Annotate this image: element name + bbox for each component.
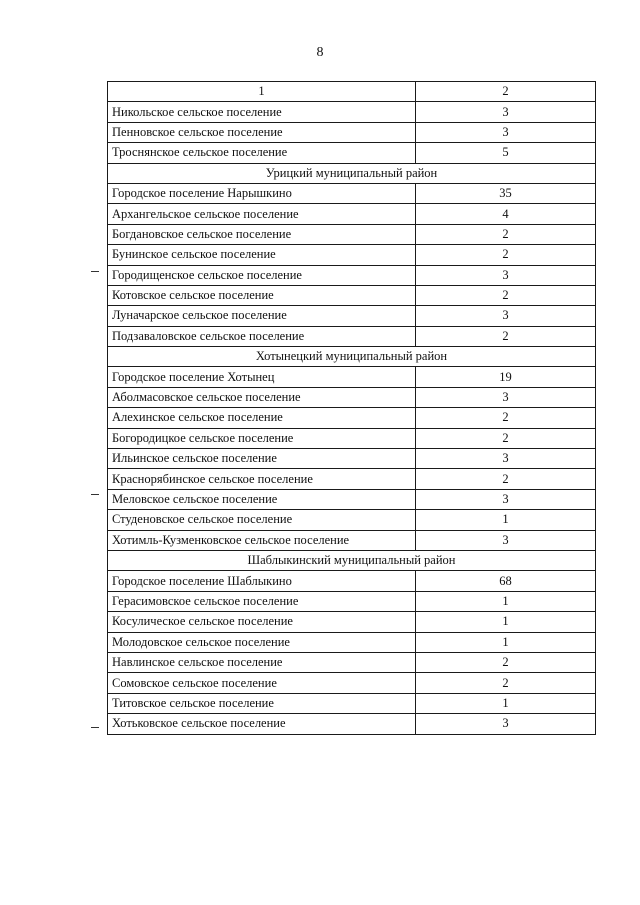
table-row <box>108 714 596 734</box>
table-row <box>108 102 596 122</box>
settlement-count: 1 <box>416 693 596 713</box>
settlement-name: Герасимовское сельское поселение <box>108 591 416 611</box>
table-row <box>108 612 596 632</box>
table-row <box>108 326 596 346</box>
settlement-name: Котовское сельское поселение <box>108 285 416 305</box>
settlement-name: Архангельское сельское поселение <box>108 204 416 224</box>
settlement-name: Городское поселение Нарышкино <box>108 183 416 203</box>
settlement-name: Подзаваловское сельское поселение <box>108 326 416 346</box>
settlement-count: 3 <box>416 265 596 285</box>
settlement-count: 2 <box>416 673 596 693</box>
settlement-count: 2 <box>416 326 596 346</box>
settlement-count: 3 <box>416 714 596 734</box>
table-body <box>108 82 596 735</box>
table-row <box>108 285 596 305</box>
settlement-name: Никольское сельское поселение <box>108 102 416 122</box>
table-row <box>108 591 596 611</box>
page-number: 8 <box>316 45 324 60</box>
district-header-row <box>108 163 596 183</box>
settlement-count: 2 <box>416 285 596 305</box>
settlement-count: 5 <box>416 143 596 163</box>
table-row <box>108 408 596 428</box>
settlement-count: 3 <box>416 102 596 122</box>
table-row <box>108 571 596 591</box>
table-header-row <box>108 82 596 102</box>
settlement-name: Луначарское сельское поселение <box>108 306 416 326</box>
settlement-count: 3 <box>416 530 596 550</box>
settlement-count: 4 <box>416 204 596 224</box>
settlement-count: 19 <box>416 367 596 387</box>
settlement-name: Меловское сельское поселение <box>108 489 416 509</box>
settlement-name: Троснянское сельское поселение <box>108 143 416 163</box>
district-name: Урицкий муниципальный район <box>108 163 596 183</box>
district-name: Хотынецкий муниципальный район <box>108 347 596 367</box>
table-row <box>108 632 596 652</box>
settlement-name: Молодовское сельское поселение <box>108 632 416 652</box>
table-row <box>108 367 596 387</box>
settlement-count: 1 <box>416 632 596 652</box>
table-row <box>108 693 596 713</box>
settlement-count: 3 <box>416 122 596 142</box>
settlement-name: Алехинское сельское поселение <box>108 408 416 428</box>
settlement-name: Хотимль-Кузменковское сельское поселение <box>108 530 416 550</box>
table-row <box>108 428 596 448</box>
settlement-count: 1 <box>416 510 596 530</box>
settlement-count: 68 <box>416 571 596 591</box>
table-row <box>108 387 596 407</box>
settlements-table <box>107 81 596 735</box>
settlement-name: Сомовское сельское поселение <box>108 673 416 693</box>
settlement-name: Титовское сельское поселение <box>108 693 416 713</box>
table-row <box>108 510 596 530</box>
settlement-name: Студеновское сельское поселение <box>108 510 416 530</box>
settlement-name: Городское поселение Шаблыкино <box>108 571 416 591</box>
table-row <box>108 204 596 224</box>
settlement-count: 3 <box>416 449 596 469</box>
settlement-name: Навлинское сельское поселение <box>108 652 416 672</box>
settlement-count: 2 <box>416 469 596 489</box>
settlement-count: 1 <box>416 591 596 611</box>
table-row <box>108 530 596 550</box>
settlement-name: Городищенское сельское поселение <box>108 265 416 285</box>
district-name: Шаблыкинский муниципальный район <box>108 550 596 570</box>
table-row <box>108 469 596 489</box>
table-row <box>108 122 596 142</box>
table-row <box>108 183 596 203</box>
settlement-name: Аболмасовское сельское поселение <box>108 387 416 407</box>
settlement-count: 35 <box>416 183 596 203</box>
settlement-count: 2 <box>416 224 596 244</box>
settlement-name: Косулическое сельское поселение <box>108 612 416 632</box>
settlement-count: 2 <box>416 408 596 428</box>
margin-tick-mark <box>91 494 99 495</box>
settlement-count: 3 <box>416 306 596 326</box>
column-number-2: 2 <box>416 82 596 102</box>
settlement-name: Краснорябинское сельское поселение <box>108 469 416 489</box>
table-row <box>108 245 596 265</box>
settlement-count: 3 <box>416 489 596 509</box>
table-row <box>108 673 596 693</box>
table-row <box>108 224 596 244</box>
settlement-count: 2 <box>416 245 596 265</box>
column-number-1: 1 <box>108 82 416 102</box>
settlement-name: Ильинское сельское поселение <box>108 449 416 469</box>
settlement-name: Хотьковское сельское поселение <box>108 714 416 734</box>
settlement-name: Пенновское сельское поселение <box>108 122 416 142</box>
settlement-name: Городское поселение Хотынец <box>108 367 416 387</box>
settlement-count: 2 <box>416 652 596 672</box>
district-header-row <box>108 347 596 367</box>
table-row <box>108 306 596 326</box>
settlement-name: Богдановское сельское поселение <box>108 224 416 244</box>
margin-tick-mark <box>91 727 99 728</box>
table-row <box>108 449 596 469</box>
settlement-count: 3 <box>416 387 596 407</box>
settlement-count: 1 <box>416 612 596 632</box>
table-row <box>108 652 596 672</box>
settlement-name: Бунинское сельское поселение <box>108 245 416 265</box>
settlement-count: 2 <box>416 428 596 448</box>
table-row <box>108 143 596 163</box>
district-header-row <box>108 550 596 570</box>
table-row <box>108 489 596 509</box>
margin-tick-mark <box>91 271 99 272</box>
settlement-name: Богородицкое сельское поселение <box>108 428 416 448</box>
table-row <box>108 265 596 285</box>
